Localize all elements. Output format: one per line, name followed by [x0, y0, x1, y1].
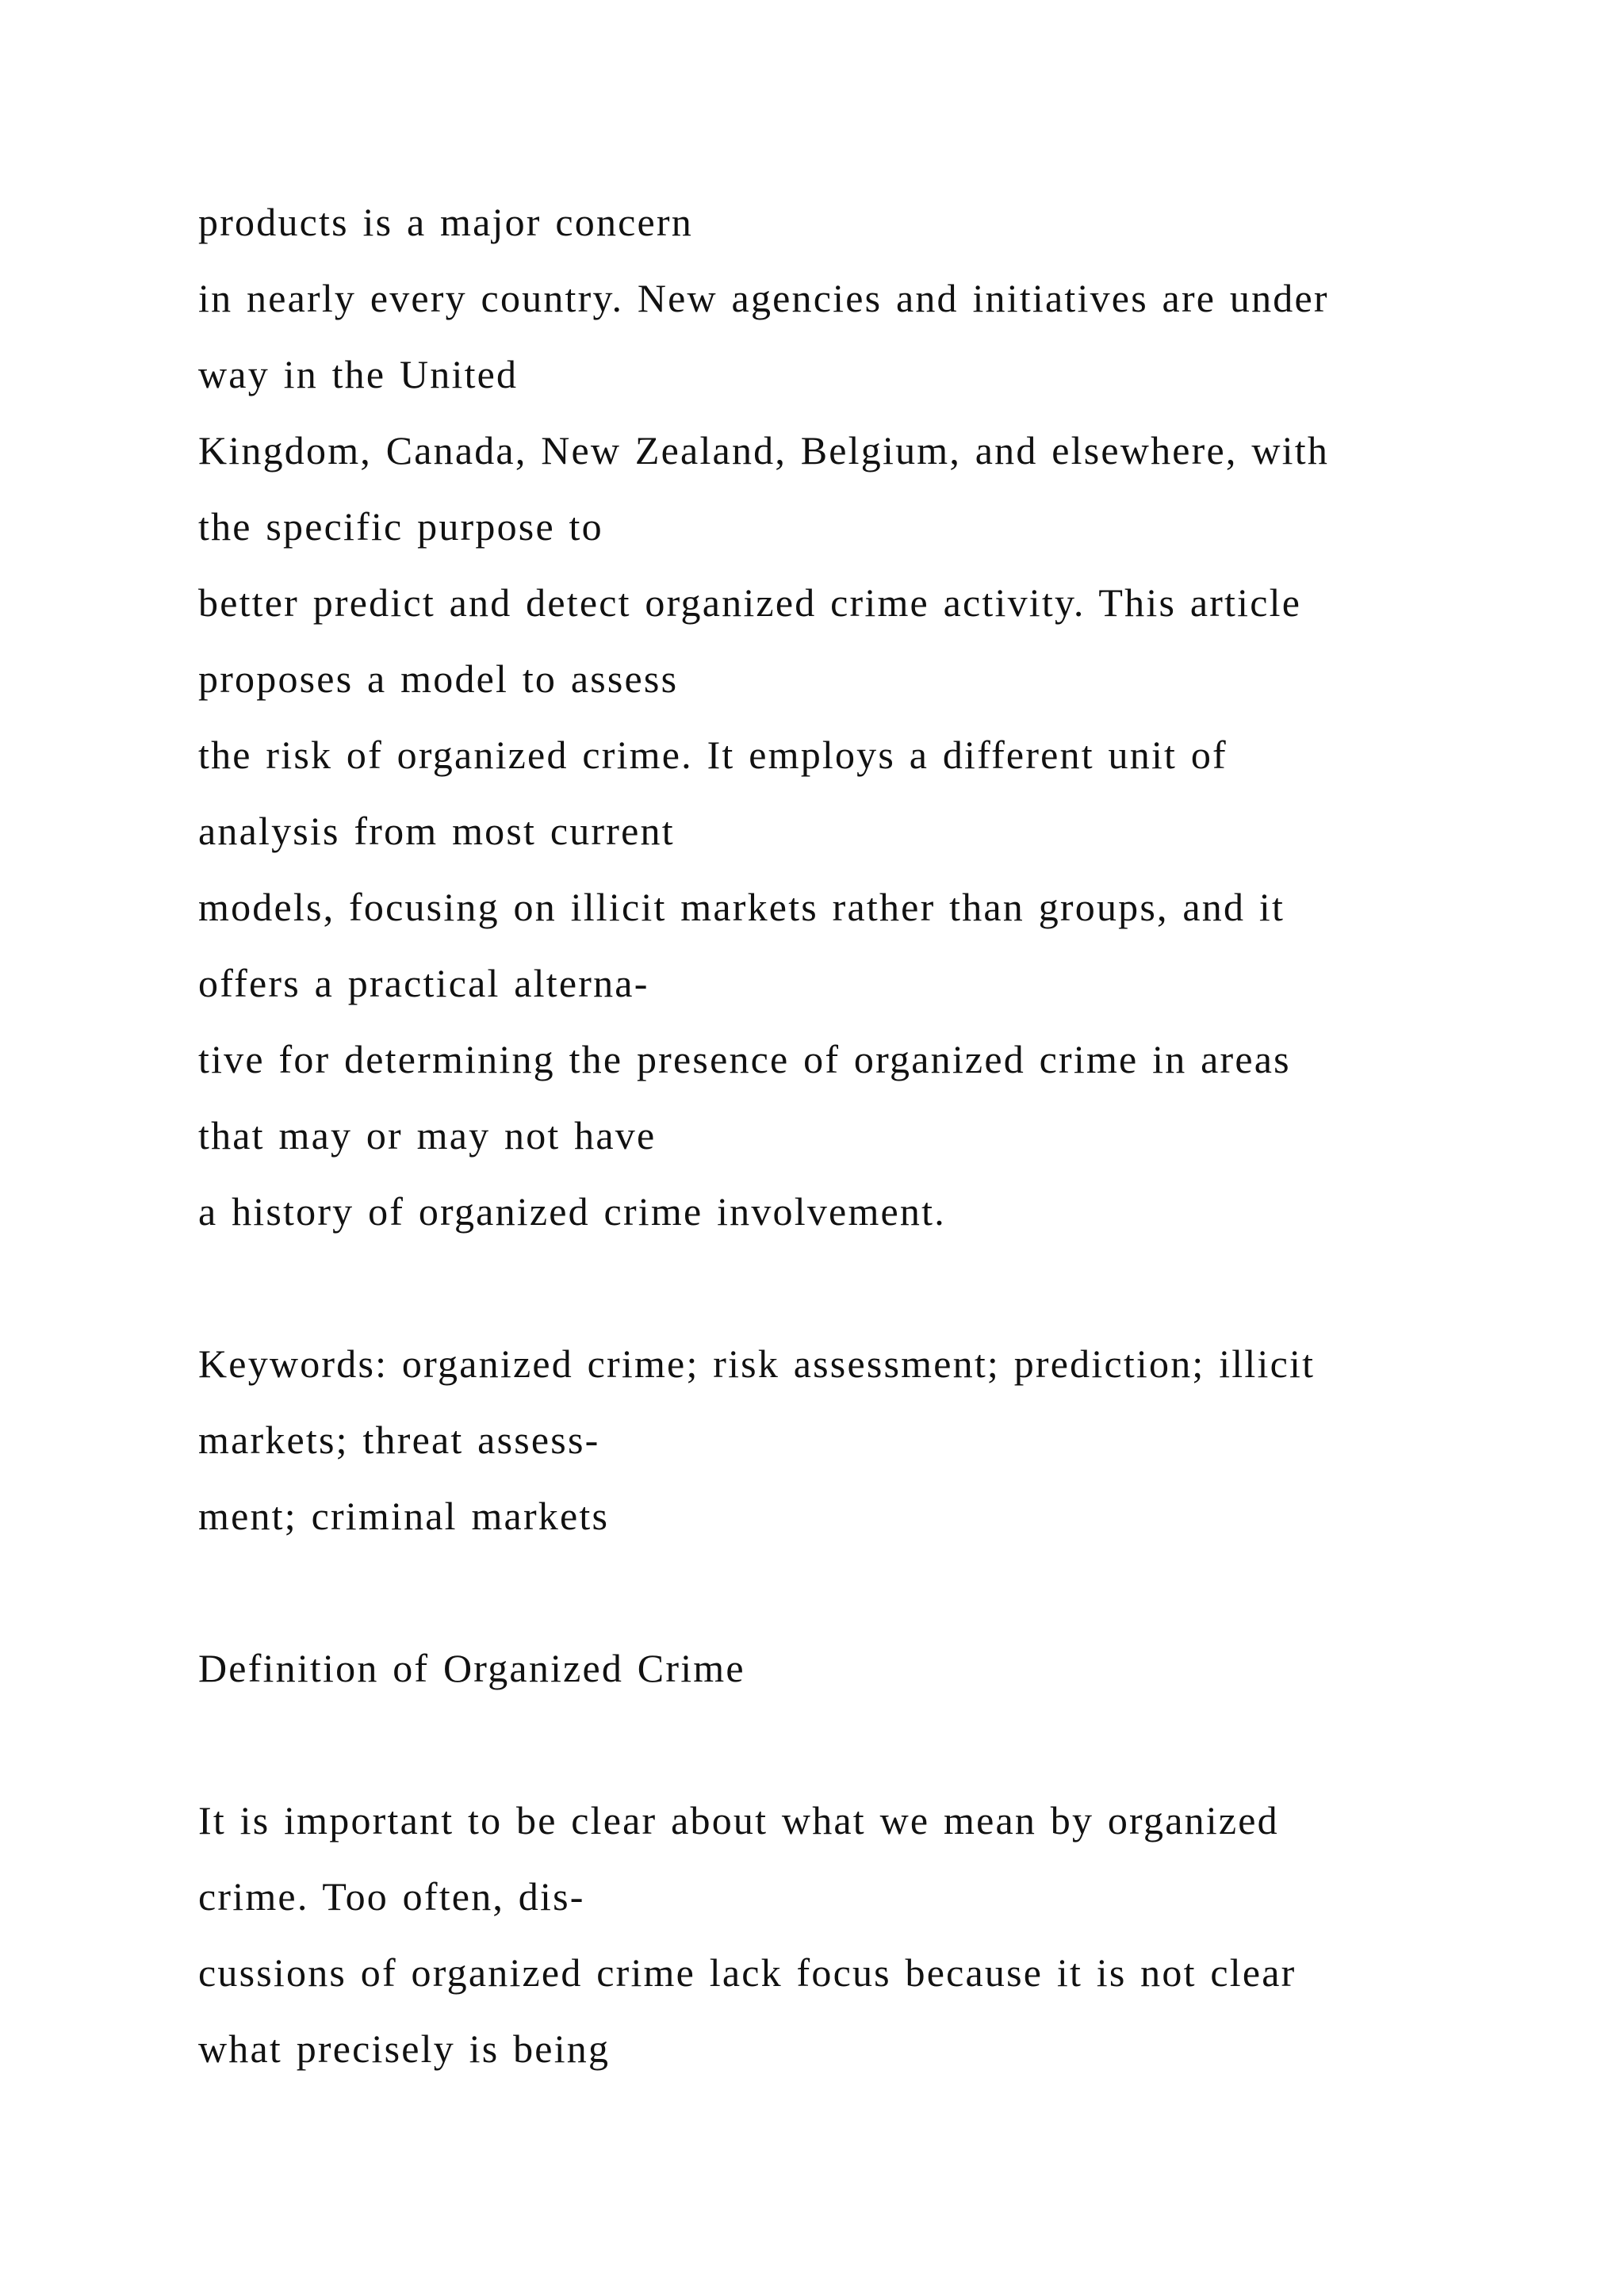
- text-line: analysis from most current: [198, 809, 675, 853]
- text-line: models, focusing on illicit markets rather than groups, and it: [198, 885, 1285, 929]
- heading-text: Definition of Organized Crime: [198, 1646, 745, 1690]
- abstract-paragraph: [198, 184, 1499, 1249]
- text-line: Kingdom, Canada, New Zealand, Belgium, and elsewhere, with: [198, 428, 1330, 473]
- text-line: that may or may not have: [198, 1113, 657, 1158]
- text-line: the specific purpose to: [198, 504, 603, 549]
- text-line: crime. Too often, dis-: [198, 1874, 585, 1919]
- paragraph-gap: [198, 1554, 1499, 1630]
- text-line: products is a major concern: [198, 200, 693, 244]
- keywords-line: ment; criminal markets: [198, 1494, 610, 1538]
- text-line: proposes a model to assess: [198, 656, 679, 701]
- text-line: what precisely is being: [198, 2026, 611, 2071]
- text-line: better predict and detect organized crime activity. This article: [198, 580, 1302, 625]
- text-line: tive for determining the presence of organized crime in areas: [198, 1037, 1291, 1081]
- text-line: a history of organized crime involvement.: [198, 1189, 946, 1234]
- body-paragraph: [198, 1782, 1499, 2087]
- keywords-paragraph: [198, 1326, 1499, 1554]
- text-line: offers a practical alterna-: [198, 961, 649, 1005]
- keywords-line: markets; threat assess-: [198, 1418, 600, 1462]
- text-line: the risk of organized crime. It employs a different unit of: [198, 733, 1228, 777]
- section-heading: [198, 1630, 1499, 1706]
- text-line: It is important to be clear about what we mean by organized: [198, 1798, 1279, 1843]
- paragraph-gap: [198, 1249, 1499, 1326]
- document-body: [198, 184, 1499, 2087]
- keywords-line: Keywords: organized crime; risk assessment; prediction; illicit: [198, 1341, 1316, 1386]
- text-line: cussions of organized crime lack focus because it is not clear: [198, 1950, 1297, 1995]
- text-line: way in the United: [198, 352, 519, 396]
- text-line: in nearly every country. New agencies and initiatives are under: [198, 276, 1329, 320]
- paragraph-gap: [198, 1706, 1499, 1782]
